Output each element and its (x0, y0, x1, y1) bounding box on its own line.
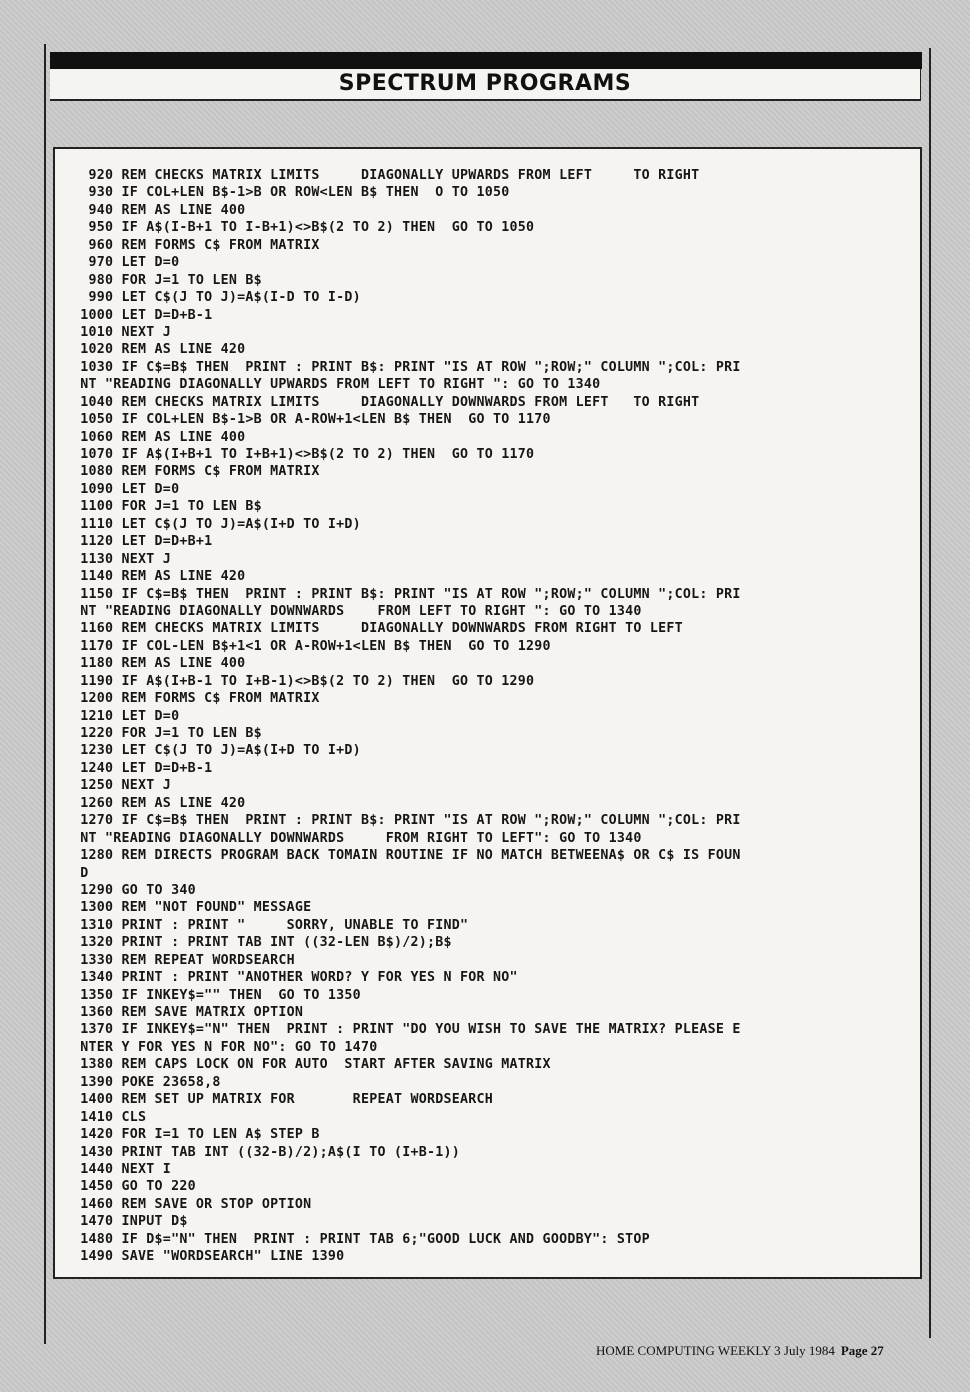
code-line: 950 IF A$(I-B+1 TO I-B+1)<>B$(2 TO 2) THEN GO TO 1050 (72, 220, 535, 236)
code-line: 1360 REM SAVE MATRIX OPTION (72, 1005, 304, 1020)
code-line: 1230 LET C$(J TO J)=A$(I+D TO I+D) (72, 743, 361, 759)
code-line: 1110 LET C$(J TO J)=A$(I+D TO I+D) (72, 516, 361, 532)
code-line: 1280 REM DIRECTS PROGRAM BACK TOMAIN ROUTINE IF NO MATCH BETWEENA$ OR C$ IS FOUN (72, 848, 741, 864)
code-line: NT "READING DIAGONALLY DOWNWARDS FROM LEFT TO RIGHT ": GO TO 1340 (72, 603, 642, 619)
code-line: 1380 REM CAPS LOCK ON FOR AUTO START AFTER SAVING MATRIX (72, 1057, 551, 1073)
code-line: 1030 IF C$=B$ THEN PRINT : PRINT B$: PRINT "IS AT ROW ";ROW;" COLUMN ";COL: PRI (72, 359, 741, 375)
code-line: 1100 FOR J=1 TO LEN B$ (72, 499, 262, 515)
code-line: 1300 REM "NOT FOUND" MESSAGE (72, 900, 312, 916)
code-line: 1070 IF A$(I+B+1 TO I+B+1)<>B$(2 TO 2) THEN GO TO 1170 (72, 447, 535, 462)
code-line: 970 LET D=0 (72, 255, 180, 271)
code-line: 1200 REM FORMS C$ FROM MATRIX (72, 691, 320, 707)
header-banner (50, 69, 921, 101)
code-line: 1150 IF C$=B$ THEN PRINT : PRINT B$: PRINT "IS AT ROW ";ROW;" COLUMN ";COL: PRI (72, 586, 741, 602)
code-line: 1370 IF INKEY$="N" THEN PRINT : PRINT "DO YOU WISH TO SAVE THE MATRIX? PLEASE E (72, 1022, 741, 1038)
code-line: 1460 REM SAVE OR STOP OPTION (72, 1196, 312, 1212)
code-line: 960 REM FORMS C$ FROM MATRIX (72, 237, 320, 253)
code-line: 1450 GO TO 220 (72, 1179, 196, 1195)
code-line: 1410 CLS (72, 1109, 147, 1125)
page-number: Page 27 (840, 1343, 884, 1358)
code-line: 1320 PRINT : PRINT TAB INT ((32-LEN B$)/2);B$ (72, 935, 452, 951)
code-line: 1350 IF INKEY$="" THEN GO TO 1350 (72, 987, 361, 1003)
publication-line: HOME COMPUTING WEEKLY 3 July 1984 (596, 1343, 835, 1358)
page-title: SPECTRUM PROGRAMS (338, 71, 632, 96)
code-line: 1340 PRINT : PRINT "ANOTHER WORD? Y FOR YES N FOR NO" (72, 970, 518, 986)
right-margin-rule (929, 48, 931, 1338)
code-line: 1390 POKE 23658,8 (72, 1074, 221, 1090)
code-line: 1120 LET D=D+B+1 (72, 534, 213, 550)
code-line: 1080 REM FORMS C$ FROM MATRIX (72, 464, 320, 480)
code-line: 1330 REM REPEAT WORDSEARCH (72, 952, 295, 968)
code-line: 930 IF COL+LEN B$-1>B OR ROW<LEN B$ THEN O TO 1050 (72, 185, 510, 201)
code-line: 1220 FOR J=1 TO LEN B$ (72, 726, 262, 741)
listing-panel (53, 147, 922, 1279)
code-line: 1430 PRINT TAB INT ((32-B)/2);A$(I TO (I+B-1)) (72, 1144, 461, 1160)
code-line: 1490 SAVE "WORDSEARCH" LINE 1390 (72, 1249, 345, 1265)
code-line: 1140 REM AS LINE 420 (72, 569, 246, 585)
page-footer (596, 1343, 884, 1359)
code-line: 1160 REM CHECKS MATRIX LIMITS DIAGONALLY DOWNWARDS FROM RIGHT TO LEFT (72, 621, 683, 637)
code-line: 1050 IF COL+LEN B$-1>B OR A-ROW+1<LEN B$ THEN GO TO 1170 (72, 412, 551, 428)
code-listing (72, 167, 912, 1266)
code-line: NT "READING DIAGONALLY DOWNWARDS FROM RIGHT TO LEFT": GO TO 1340 (72, 830, 642, 846)
header-black-bar (50, 52, 922, 69)
code-line: 1090 LET D=0 (72, 481, 180, 497)
code-line: 1000 LET D=D+B-1 (72, 307, 213, 323)
code-line: 1020 REM AS LINE 420 (72, 342, 246, 358)
code-line: 1290 GO TO 340 (72, 882, 196, 898)
code-line: 1480 IF D$="N" THEN PRINT : PRINT TAB 6;"GOOD LUCK AND GOODBY": STOP (72, 1231, 650, 1247)
code-line: 1240 LET D=D+B-1 (72, 760, 213, 776)
code-line: 1040 REM CHECKS MATRIX LIMITS DIAGONALLY DOWNWARDS FROM LEFT TO RIGHT (72, 394, 700, 410)
code-line: 1250 NEXT J (72, 778, 172, 794)
code-line: 1190 IF A$(I+B-1 TO I+B-1)<>B$(2 TO 2) THEN GO TO 1290 (72, 673, 535, 689)
code-line: 920 REM CHECKS MATRIX LIMITS DIAGONALLY UPWARDS FROM LEFT TO RIGHT (72, 168, 700, 183)
code-line: 1010 NEXT J (72, 324, 172, 340)
code-line: 1310 PRINT : PRINT " SORRY, UNABLE TO FIND" (72, 917, 469, 933)
code-line: 1440 NEXT I (72, 1161, 172, 1177)
code-line: 1180 REM AS LINE 400 (72, 656, 246, 672)
code-line: 1130 NEXT J (72, 551, 172, 567)
code-line: 1400 REM SET UP MATRIX FOR REPEAT WORDSEARCH (72, 1092, 494, 1108)
code-line: D (72, 865, 89, 881)
code-line: 1060 REM AS LINE 400 (72, 429, 246, 445)
code-line: NTER Y FOR YES N FOR NO": GO TO 1470 (72, 1039, 378, 1055)
code-line: 1260 REM AS LINE 420 (72, 795, 246, 811)
code-line: 980 FOR J=1 TO LEN B$ (72, 272, 262, 288)
code-line: 940 REM AS LINE 400 (72, 202, 246, 218)
code-line: 1270 IF C$=B$ THEN PRINT : PRINT B$: PRINT "IS AT ROW ";ROW;" COLUMN ";COL: PRI (72, 813, 741, 829)
code-line: 1210 LET D=0 (72, 708, 180, 724)
code-line: 990 LET C$(J TO J)=A$(I-D TO I-D) (72, 290, 361, 306)
code-line: 1420 FOR I=1 TO LEN A$ STEP B (72, 1127, 320, 1143)
left-margin-rule (44, 44, 46, 1344)
code-line: 1170 IF COL-LEN B$+1<1 OR A-ROW+1<LEN B$ THEN GO TO 1290 (72, 638, 551, 654)
code-line: NT "READING DIAGONALLY UPWARDS FROM LEFT TO RIGHT ": GO TO 1340 (72, 377, 601, 393)
code-line: 1470 INPUT D$ (72, 1214, 188, 1230)
